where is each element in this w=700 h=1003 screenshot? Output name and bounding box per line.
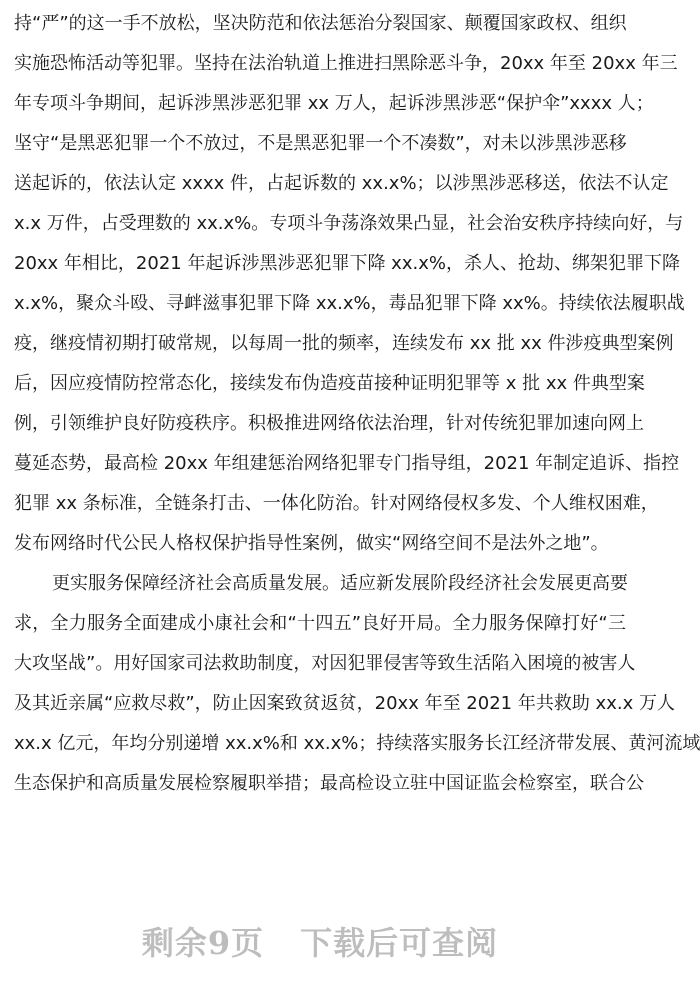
text-line: x.x 万件，占受理数的 xx.x%。专项斗争荡涤效果凸显，社会治安秩序持续向好，与 <box>14 213 684 234</box>
remaining-pages-text: 剩余9页 <box>141 924 265 962</box>
text-line: 实施恐怖活动等犯罪。坚持在法治轨道上推进扫黑除恶斗争，20xx 年至 20xx 年三 <box>14 53 678 74</box>
text-line: 例，引领维护良好防疫秩序。积极推进网络依法治理，针对传统犯罪加速向网上 <box>14 413 644 434</box>
text-line: 持“严”的这一手不放松，坚决防范和依法惩治分裂国家、颠覆国家政权、组织 <box>14 13 627 34</box>
download-prompt-banner[interactable] <box>0 918 640 966</box>
text-line: 生态保护和高质量发展检察履职举措；最高检设立驻中国证监会检察室，联合公 <box>14 773 644 794</box>
document-body <box>14 4 700 804</box>
text-line: 更实服务保障经济社会高质量发展。适应新发展阶段经济社会发展更高要 <box>52 573 628 594</box>
text-line: 20xx 年相比，2021 年起诉涉黑涉恶犯罪下降 xx.x%，杀人、抢劫、绑架犯罪下降 <box>14 253 680 274</box>
paragraph-2 <box>14 564 700 804</box>
paragraph-1 <box>14 4 685 564</box>
text-line: x.x%，聚众斗殴、寻衅滋事犯罪下降 xx.x%，毒品犯罪下降 xx%。持续依法履职战 <box>14 293 685 314</box>
text-line: 送起诉的，依法认定 xxxx 件，占起诉数的 xx.x%；以涉黑涉恶移送，依法不认定 <box>14 173 669 194</box>
text-line: 蔓延态势，最高检 20xx 年组建惩治网络犯罪专门指导组，2021 年制定追诉、指控 <box>14 453 680 474</box>
download-to-view-text: 下载后可查阅 <box>300 924 499 962</box>
text-line: 求，全力服务全面建成小康社会和“十四五”良好开局。全力服务保障打好“三 <box>14 613 626 634</box>
text-line: 坚守“是黑恶犯罪一个不放过，不是黑恶犯罪一个不凑数”，对未以涉黑涉恶移 <box>14 133 627 154</box>
text-line: 后，因应疫情防控常态化，接续发布伪造疫苗接种证明犯罪等 x 批 xx 件典型案 <box>14 373 645 394</box>
text-line: 及其近亲属“应救尽救”，防止因案致贫返贫，20xx 年至 2021 年共救助 xx.x 万人 <box>14 693 675 714</box>
text-line: 犯罪 xx 条标准，全链条打击、一体化防治。针对网络侵权多发、个人维权困难， <box>14 493 659 514</box>
text-line: 发布网络时代公民人格权保护指导性案例，做实“网络空间不是法外之地”。 <box>14 533 609 554</box>
text-line: 疫，继疫情初期打破常规，以每周一批的频率，连续发布 xx 批 xx 件涉疫典型案例 <box>14 333 674 354</box>
text-line: 大攻坚战”。用好国家司法救助制度，对因犯罪侵害等致生活陷入困境的被害人 <box>14 653 636 674</box>
text-line: xx.x 亿元，年均分别递增 xx.x%和 xx.x%；持续落实服务长江经济带发展、黄河流域 <box>14 733 700 754</box>
text-line: 年专项斗争期间，起诉涉黑涉恶犯罪 xx 万人，起诉涉黑涉恶“保护伞”xxxx 人； <box>14 93 654 114</box>
